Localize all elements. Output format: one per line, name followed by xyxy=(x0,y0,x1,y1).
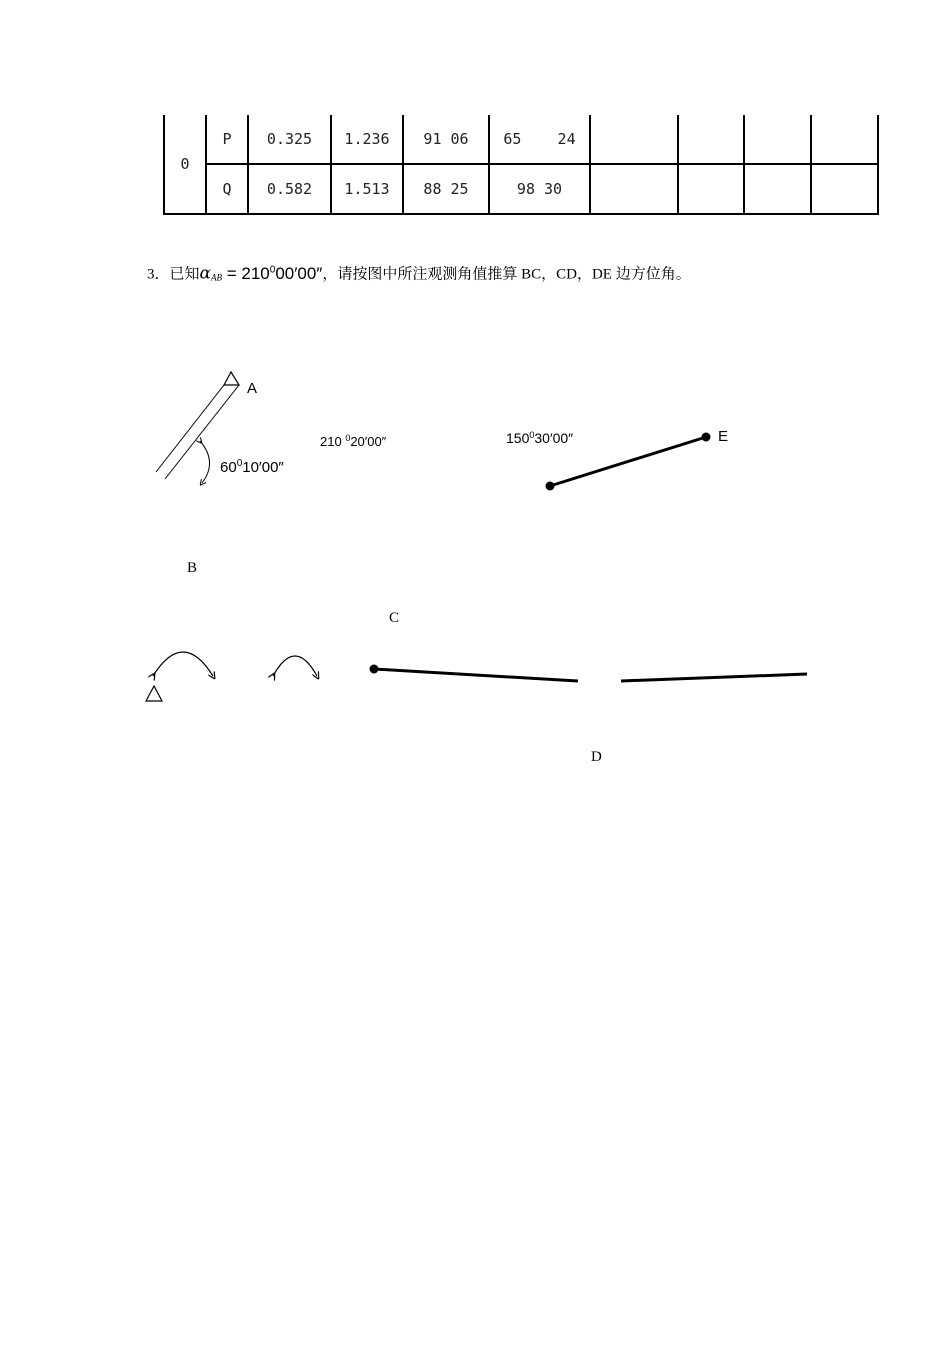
triangle-icon xyxy=(146,686,162,701)
point-label-b: B xyxy=(187,560,198,576)
table-cell: 1.513 xyxy=(331,164,403,214)
point-label-a: A xyxy=(247,380,258,397)
point-marker-e xyxy=(702,433,711,442)
point-marker xyxy=(546,482,555,491)
formula-minutes-seconds: 00′00″ xyxy=(275,263,323,283)
question-prefix: 已知 xyxy=(169,266,200,283)
line-d-extension xyxy=(621,674,807,681)
angle-arc-a xyxy=(200,441,210,483)
angle-arc-c xyxy=(273,656,317,676)
table-cell: 91 06 xyxy=(403,115,489,164)
alpha-symbol: α xyxy=(199,263,212,284)
table-cell: 98 30 xyxy=(489,164,590,214)
line-cd xyxy=(374,669,578,681)
point-label-c: C xyxy=(389,610,400,626)
angle-label-a: $60^010'00''$ xyxy=(220,458,284,476)
table-cell: 0.325 xyxy=(248,115,331,164)
angle-label-c: $150^030'00''$ xyxy=(506,430,574,446)
point-cell: P xyxy=(206,115,248,164)
station-cell: 0 xyxy=(164,115,206,214)
angle-arc-b xyxy=(153,652,213,676)
point-label-e: E xyxy=(718,428,729,445)
point-label-d: D xyxy=(591,749,602,765)
question-number: 3． xyxy=(147,266,170,283)
table-cell: 0.582 xyxy=(248,164,331,214)
table-cell: 1.236 xyxy=(331,115,403,164)
table-cell: 88 25 xyxy=(403,164,489,214)
angle-label-b: 210 $^0$20′00″ xyxy=(320,433,387,449)
line-de xyxy=(550,437,706,486)
formula-value: = 210 xyxy=(222,263,270,283)
alpha-subscript: AB xyxy=(211,272,223,283)
line-ab xyxy=(156,385,224,472)
formula-degree: 0 xyxy=(269,264,276,275)
table-cell: 65 24 xyxy=(489,115,590,164)
point-marker-c xyxy=(370,665,379,674)
point-cell: Q xyxy=(206,164,248,214)
triangle-icon xyxy=(224,372,239,385)
question-suffix: ，请按图中所注观测角值推算 BC，CD，DE 边方位角。 xyxy=(322,266,691,283)
